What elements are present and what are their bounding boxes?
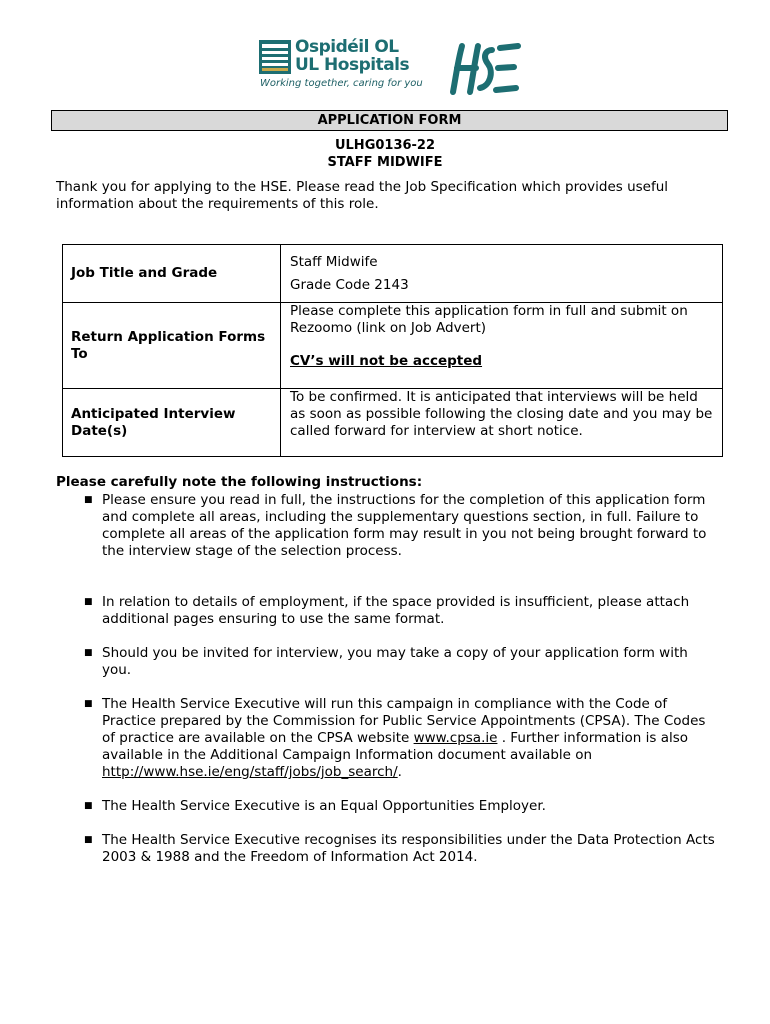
table-row [63,303,723,389]
instruction-text: The Health Service Executive recognises its responsibilities under the Data Protection Acts 2003 & 1988 and the Freedom of Information Act 2014. [102,832,715,865]
table-row [63,245,723,303]
instruction-text: Should you be invited for interview, you may take a copy of your application form with you. [102,645,688,678]
intro-paragraph: Thank you for applying to the HSE. Please read the Job Specification which provides useful information about the requirements of this role. [56,179,669,212]
list-item [80,492,720,560]
logo-tagline: Working together, caring for you [260,78,423,89]
ul-hospitals-logo [259,38,429,96]
cpsa-text: The Health Service Executive will run this campaign in compliance with the Code of Practice prepared by the Commission for Public Service Appointments (CPSA). The Codes of practice are available on the CPSA website [102,696,706,746]
job-info-table [62,244,723,457]
job-title-heading: STAFF MIDWIFE [327,155,443,170]
job-reference: ULHG0136-22 [334,138,436,153]
bullet-icon: ■ [84,699,93,709]
grade-code-value: Grade Code 2143 [290,276,409,293]
list-item [80,696,720,781]
return-instructions: Please complete this application form in full and submit on Rezoomo (link on Job Advert) [290,303,688,336]
row-label: Return Application Forms To [63,303,281,389]
bullet-icon: ■ [84,801,93,811]
job-title-value: Staff Midwife [290,253,378,270]
hse-logo-text: HSE [448,38,451,39]
list-item [80,645,720,679]
bullet-icon: ■ [84,835,93,845]
list-item [80,832,720,866]
bullet-icon: ■ [84,648,93,658]
hse-jobs-link[interactable]: http://www.hse.ie/eng/staff/jobs/job_search/ [102,764,398,780]
row-value [281,245,723,303]
bullet-icon: ■ [84,495,93,505]
instruction-text: Please ensure you read in full, the instructions for the completion of this application form and complete all areas, including the supplementary questions section, in full. Failure to complete all areas of the application form may result in you not being brought forward to the interview stage of the selection process. [102,492,707,559]
logo-line-1: Ospidéil OL [295,37,399,57]
instruction-text: In relation to details of employment, if the space provided is insufficient, please attach additional pages ensuring to use the same format. [102,594,690,627]
row-label: Job Title and Grade [63,245,281,303]
instructions-heading: Please carefully note the following instructions: [56,474,423,490]
further-info-text: . Further information is also available in the Additional Campaign Information document available on [102,730,689,763]
ul-hospitals-emblem-icon [259,40,291,74]
cpsa-link[interactable]: www.cpsa.ie [413,730,498,746]
table-row [63,389,723,457]
cv-notice: CV’s will not be accepted [290,353,483,369]
list-item [80,798,720,815]
instruction-text: The Health Service Executive is an Equal Opportunities Employer. [102,798,546,814]
hse-logo [448,38,523,96]
instruction-text [102,696,720,781]
row-label: Anticipated Interview Date(s) [63,389,281,457]
period-text: . [397,764,402,780]
interview-dates-value: To be confirmed. It is anticipated that interviews will be held as soon as possible following the closing date and you may be called forward for interview at short notice. [281,389,723,457]
row-value [281,303,723,389]
form-banner: APPLICATION FORM [51,110,728,131]
bullet-icon: ■ [84,597,93,607]
logo-line-2: UL Hospitals [295,55,410,75]
list-item [80,594,720,628]
